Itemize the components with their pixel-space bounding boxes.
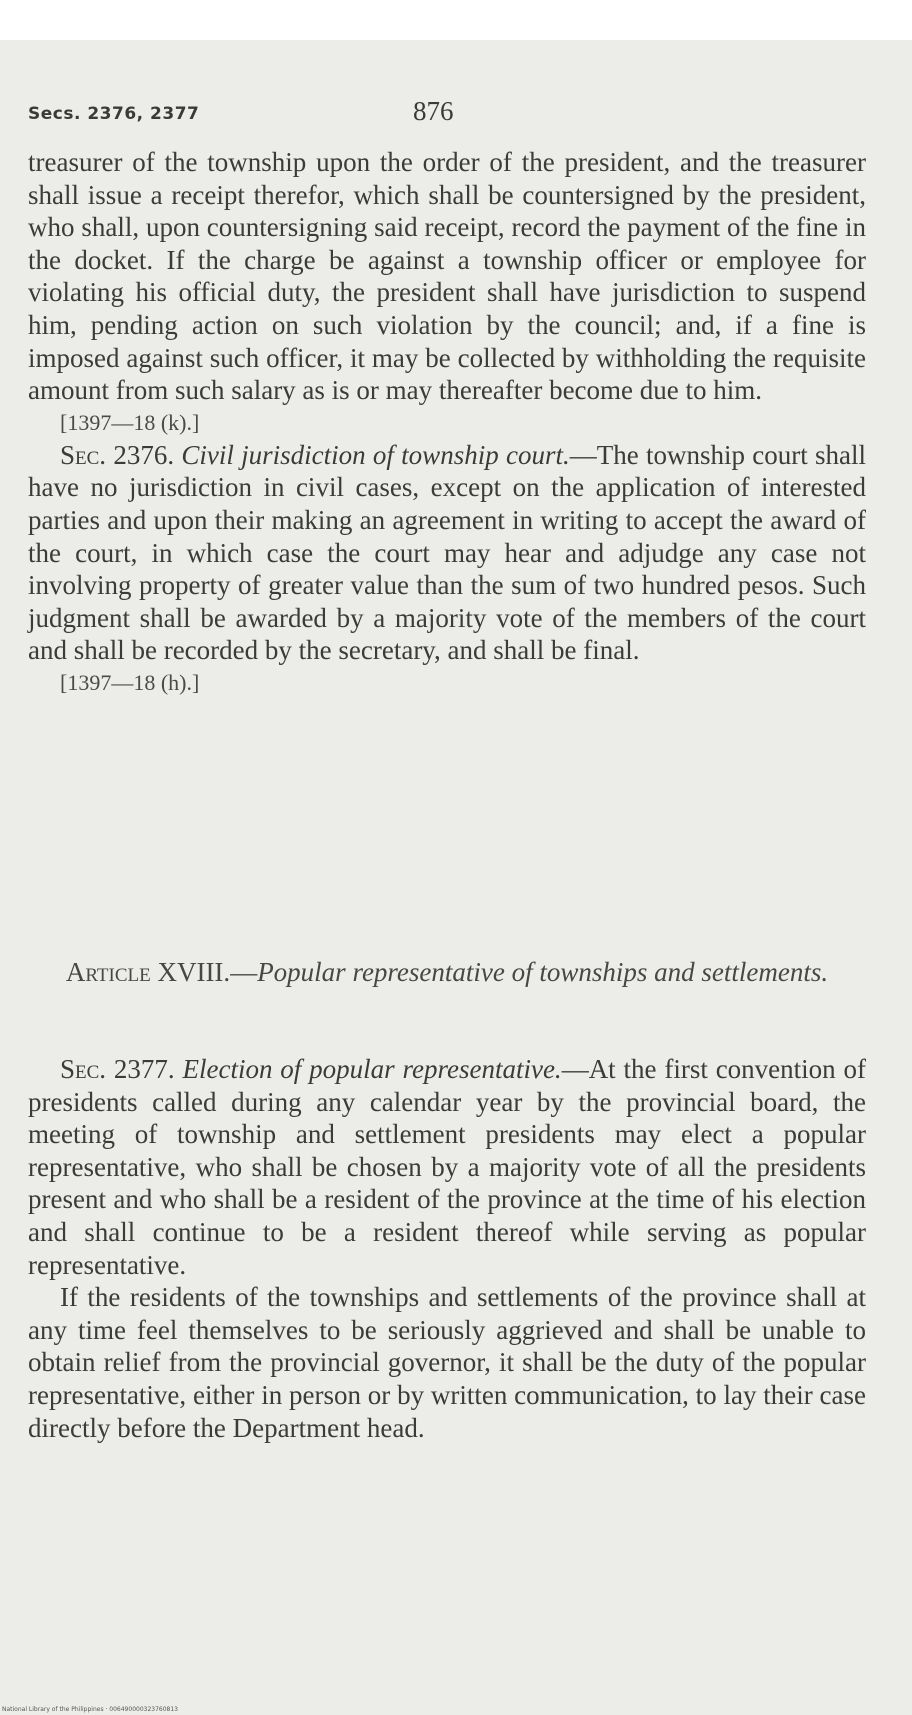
- paragraph-final: If the residents of the townships and settlements of the province shall at any time feel themselves to be seriously aggrieved and shall be unable to obtain relief from the provincial governor, it shall be the duty of the popular representative, either in person or by written communication, to lay their case directly before the Department head.: [28, 1282, 866, 1443]
- citation-1397-18-h: [1397—18 (h).]: [60, 669, 200, 695]
- paragraph-continuation: treasurer of the township upon the order of the president, and the treasurer shall issue a receipt therefor, which shall be countersigned by the president, who shall, upon countersigning said receipt, record the payment of the fine in the docket. If the charge be against a township officer or employee for violating his official duty, the president shall have jurisdiction to suspend him, pending action on such violation by the council; and, if a fine is imposed against such officer, it may be collected by withholding the requisite amount from such salary as is or may thereafter become due to him.: [28, 147, 866, 406]
- scanned-page: [0, 40, 912, 1715]
- article-heading-block: [28, 956, 866, 989]
- citation-1397-18-k: [1397—18 (k).]: [60, 409, 200, 435]
- section-label: Sec. 2376.: [60, 439, 175, 470]
- article-dash: —: [230, 957, 258, 987]
- section-range: Secs. 2376, 2377: [28, 104, 200, 124]
- page-header: [28, 96, 882, 136]
- section-title: Civil jurisdiction of township court.: [181, 439, 570, 470]
- body-text-lower: [28, 1053, 866, 1444]
- body-text-upper: [28, 146, 866, 699]
- article-title: Popular representative of townships and settlements.: [257, 957, 829, 987]
- section-text: At the first convention of presidents called during any calendar year by the provincial board, the meeting of township and settlement presidents may elect a popular representative, who shall be chosen by a majority vote of all the presidents present and who shall be a resident of the province at the time of his election and shall continue to be a resident thereof while serving as popular representative.: [28, 1054, 866, 1280]
- section-title: Election of popular representative.: [182, 1054, 562, 1084]
- section-2376: [28, 439, 866, 667]
- scan-footer: National Library of the Philippines · 006490000323760813: [2, 1706, 179, 1713]
- article-heading: [28, 956, 866, 989]
- article-label: Article XVIII.: [65, 957, 231, 987]
- section-text: The township court shall have no jurisdiction in civil cases, except on the application of interested parties and upon their making an agreement in writing to accept the award of the court, in which case the court may hear and adjudge any case not involving property of greater value than the sum of two hundred pesos. Such judgment shall be awarded by a majority vote of the members of the court and shall be recorded by the secretary, and shall be final.: [28, 439, 866, 666]
- page-number: 876: [413, 96, 454, 126]
- section-label: Sec. 2377.: [60, 1054, 175, 1084]
- title-dash: —: [561, 1054, 589, 1084]
- title-dash: —: [569, 439, 597, 470]
- section-2377: [28, 1053, 866, 1281]
